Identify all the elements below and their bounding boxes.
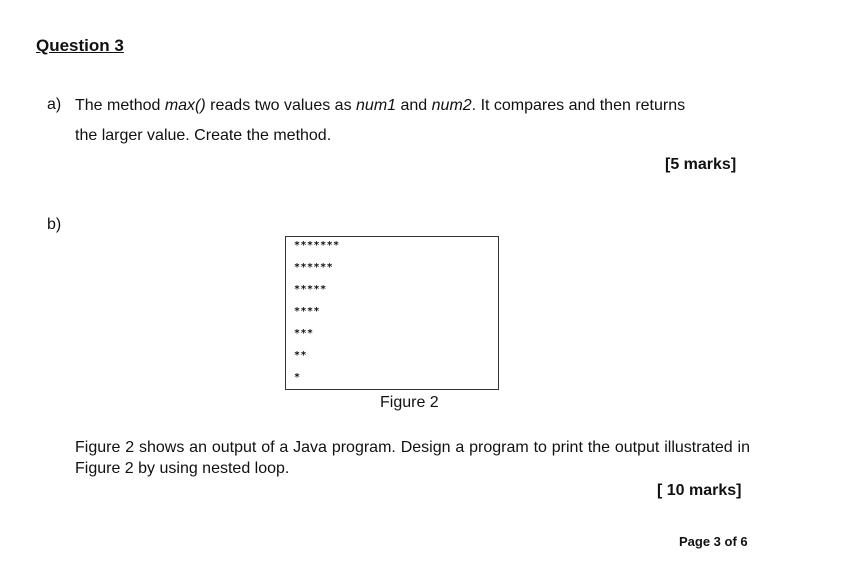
part-a-marks: [5 marks] [665, 156, 737, 173]
part-a-middle: reads two values as [205, 97, 357, 114]
figure-caption: Figure 2 [380, 394, 439, 411]
figure-2-box [285, 236, 499, 390]
figure-line: ***** [294, 284, 327, 295]
part-a-text-line-1 [75, 96, 685, 116]
part-b-text: Figure 2 shows an output of a Java program. Design a program to print the output illustrated in Figure 2 by using nested loop. [75, 439, 750, 477]
part-a-and: and [396, 97, 432, 114]
question-title: Question 3 [36, 36, 124, 55]
part-b-marks: [ 10 marks] [657, 482, 742, 499]
method-name: max() [164, 97, 206, 114]
figure-output-lines [294, 239, 340, 393]
figure-line: ** [294, 350, 308, 361]
figure-line: *** [294, 328, 314, 339]
figure-line: ******* [294, 240, 340, 251]
part-a-text-line-2: the larger value. Create the method. [75, 127, 332, 144]
part-a-prefix: The method [75, 97, 165, 114]
part-b-label: b) [47, 216, 62, 233]
figure-line: * [294, 372, 301, 383]
part-a-label: a) [47, 96, 62, 113]
figure-line: ****** [294, 262, 334, 273]
variable-num2: num2 [431, 97, 472, 114]
page-number: Page 3 of 6 [679, 534, 748, 549]
part-a-suffix: . It compares and then returns [471, 97, 686, 114]
figure-line: **** [294, 306, 321, 317]
variable-num1: num1 [356, 97, 397, 114]
